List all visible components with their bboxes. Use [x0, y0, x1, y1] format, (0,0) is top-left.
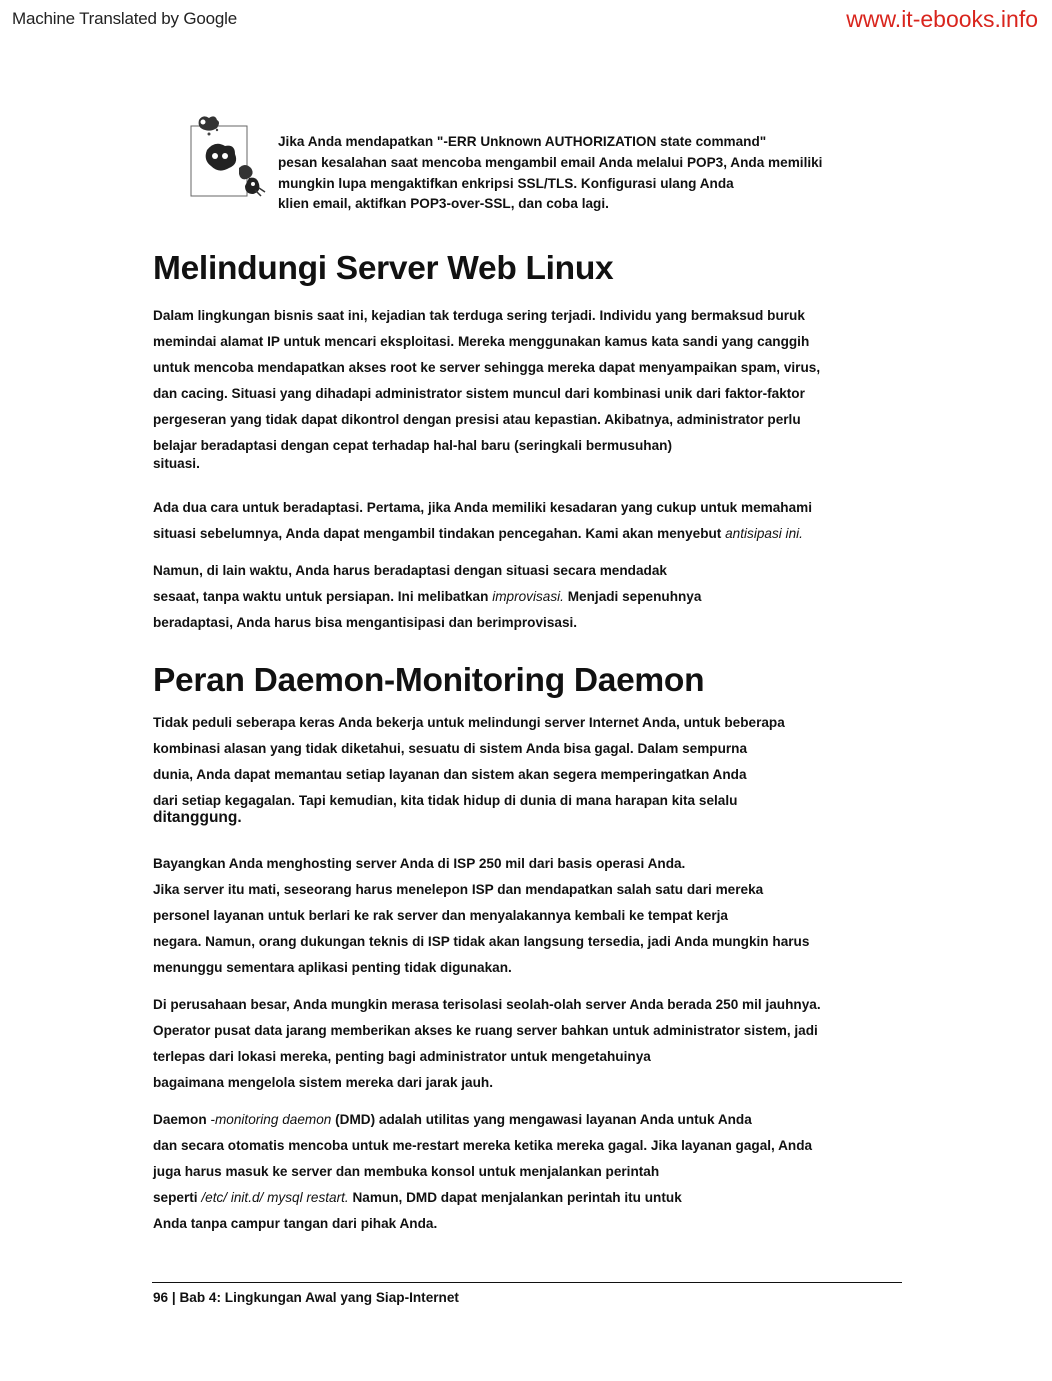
- paragraph: [153, 558, 913, 636]
- section-heading-wrapper: [153, 662, 913, 700]
- text-line: memindai alamat IP untuk mencari eksploitasi. Mereka menggunakan kamus kata sandi yang canggih: [153, 334, 810, 349]
- text-line: Di perusahaan besar, Anda mungkin merasa terisolasi seolah-olah server Anda berada 250 mil jauhnya.: [153, 997, 821, 1012]
- italic-term: antisipasi ini.: [725, 526, 803, 541]
- section-heading: Peran Daemon-Monitoring Daemon: [153, 662, 705, 699]
- text-line: pergeseran yang tidak dapat dikontrol dengan presisi atau kepastian. Akibatnya, administrator perlu: [153, 412, 801, 427]
- italic-term: improvisasi.: [492, 589, 564, 604]
- text-line: dari setiap kegagalan. Tapi kemudian, kita tidak hidup di dunia di mana harapan kita selalu: [153, 793, 738, 808]
- text-line: Jika server itu mati, seseorang harus menelepon ISP dan mendapatkan salah satu dari mereka: [153, 882, 764, 897]
- machine-translation-banner: Machine Translated by Google: [12, 9, 237, 28]
- note-callout: [187, 112, 887, 222]
- text-run: seperti: [153, 1190, 202, 1205]
- text-line: [153, 1185, 913, 1211]
- text-run: (DMD) adalah utilitas yang mengawasi layanan Anda untuk Anda: [331, 1112, 752, 1127]
- text-run: Daemon: [153, 1112, 211, 1127]
- footer-divider: [152, 1282, 902, 1283]
- text-line: bagaimana mengelola sistem mereka dari jarak jauh.: [153, 1075, 493, 1090]
- section-heading-wrapper: [153, 250, 913, 288]
- paragraph: [153, 1107, 913, 1237]
- paragraph: [153, 495, 913, 547]
- text-run: Menjadi sepenuhnya: [563, 589, 702, 604]
- text-line: beradaptasi, Anda harus bisa mengantisipasi dan berimprovisasi.: [153, 615, 578, 630]
- paragraph: [153, 303, 913, 474]
- text-line: dan secara otomatis mencoba untuk me-restart mereka ketika mereka gagal. Jika layanan gagal, Anda: [153, 1138, 813, 1153]
- text-line: menunggu sementara aplikasi penting tidak digunakan.: [153, 960, 512, 975]
- text-line: Namun, di lain waktu, Anda harus beradaptasi dengan situasi secara mendadak: [153, 563, 667, 578]
- text-line: Ada dua cara untuk beradaptasi. Pertama, jika Anda memiliki kesadaran yang cukup untuk memahami: [153, 500, 813, 515]
- text-run: situasi sebelumnya, Anda dapat mengambil tindakan pencegahan. Kami akan menyebut: [153, 526, 726, 541]
- text-run: sesaat, tanpa waktu untuk persiapan. Ini melibatkan: [153, 589, 493, 604]
- paragraph: [153, 992, 913, 1096]
- text-line: untuk mencoba mendapatkan akses root ke server sehingga mereka dapat menyampaikan spam, virus,: [153, 360, 821, 375]
- text-line: personel layanan untuk berlari ke rak server dan menyalakannya kembali ke tempat kerja: [153, 908, 728, 923]
- italic-command: /etc/ init.d/ mysql restart.: [201, 1190, 349, 1205]
- text-line: Dalam lingkungan bisnis saat ini, kejadian tak terduga sering terjadi. Individu yang bermaksud buruk: [153, 308, 805, 323]
- text-line: dan cacing. Situasi yang dihadapi administrator sistem muncul dari kombinasi unik dari faktor-faktor: [153, 386, 805, 401]
- source-link[interactable]: www.it-ebooks.info: [846, 6, 1038, 32]
- note-text: [278, 132, 888, 215]
- italic-term: -monitoring daemon: [210, 1112, 332, 1127]
- paragraph: [153, 851, 913, 981]
- note-line: klien email, aktifkan POP3-over-SSL, dan coba lagi.: [278, 196, 609, 212]
- text-line: negara. Namun, orang dukungan teknis di ISP tidak akan langsung tersedia, jadi Anda mungkin harus: [153, 934, 810, 949]
- text-line: Bayangkan Anda menghosting server Anda di ISP 250 mil dari basis operasi Anda.: [153, 856, 686, 871]
- note-line: pesan kesalahan saat mencoba mengambil email Anda melalui POP3, Anda memiliki: [278, 154, 823, 170]
- text-line: juga harus masuk ke server dan membuka konsol untuk menjalankan perintah: [153, 1164, 660, 1179]
- text-line: terlepas dari lokasi mereka, penting bagi administrator untuk mengetahuinya: [153, 1049, 651, 1064]
- note-line: Jika Anda mendapatkan "-ERR Unknown AUTHORIZATION state command": [278, 134, 767, 149]
- text-run: Namun, DMD dapat menjalankan perintah itu untuk: [348, 1190, 682, 1205]
- text-line: situasi.: [153, 456, 200, 471]
- text-line: belajar beradaptasi dengan cepat terhadap hal-hal baru (seringkali bermusuhan): [153, 438, 672, 453]
- text-line: Anda tanpa campur tangan dari pihak Anda.: [153, 1216, 438, 1231]
- text-line: ditanggung.: [153, 809, 242, 826]
- note-line: mungkin lupa mengaktifkan enkripsi SSL/TLS. Konfigurasi ulang Anda: [278, 175, 734, 191]
- section-heading: Melindungi Server Web Linux: [153, 250, 614, 287]
- text-line: [153, 1107, 913, 1133]
- text-line: [153, 584, 913, 610]
- text-line: [153, 521, 913, 547]
- raccoon-warning-icon: [187, 112, 275, 202]
- text-line: kombinasi alasan yang tidak diketahui, sesuatu di sistem Anda bisa gagal. Dalam sempurna: [153, 741, 748, 756]
- text-line: dunia, Anda dapat memantau setiap layanan dan sistem akan segera memperingatkan Anda: [153, 767, 747, 782]
- page-footer: 96 | Bab 4: Lingkungan Awal yang Siap-Internet: [153, 1290, 459, 1305]
- paragraph: [153, 710, 913, 828]
- text-line: Tidak peduli seberapa keras Anda bekerja untuk melindungi server Internet Anda, untuk beberapa: [153, 715, 785, 730]
- text-line: Operator pusat data jarang memberikan akses ke ruang server bahkan untuk administrator sistem, jadi: [153, 1023, 818, 1038]
